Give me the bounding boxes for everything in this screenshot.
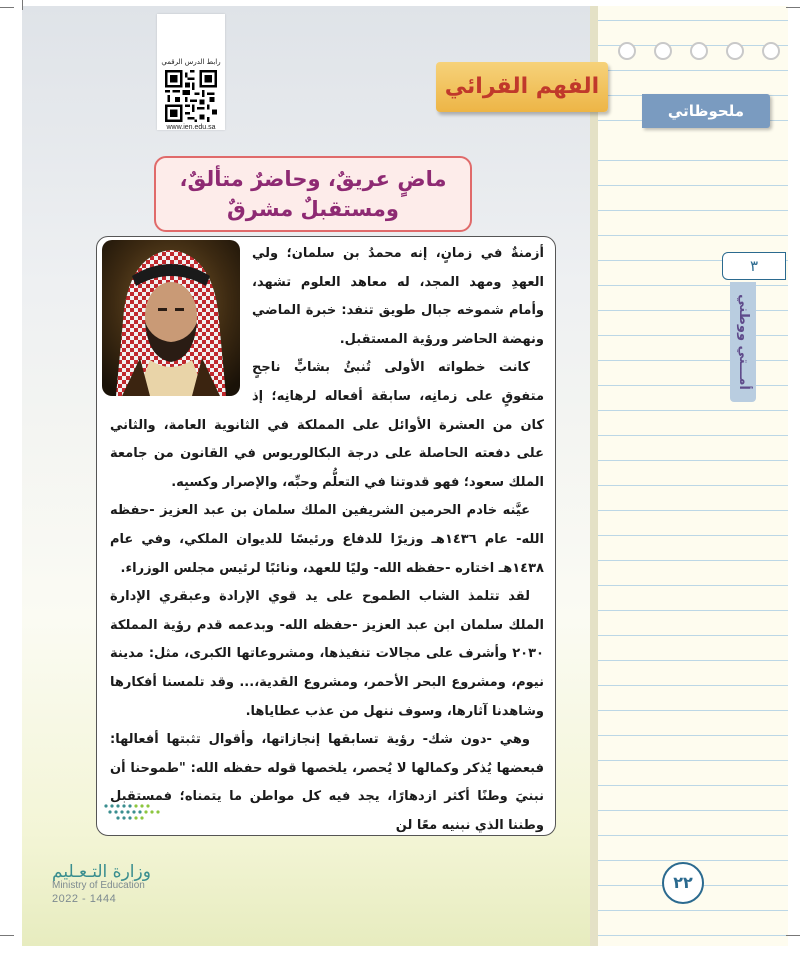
crop-mark <box>0 935 14 936</box>
article-paragraph: وهي -دون شك- رؤية تسابقها إنجازاتها، وأقوال تثبتها أفعالها: فبعضها يُذكر وكمالها لا يُحصر، يلخصها قوله حفظه الله: "طموحنا أن نبنيَ وطنًا أكثر ازدهارًا، يجد فيه كل مواطن ما يتمناه؛ فمستقبل وطننا الذي نبنيه معًا لن <box>110 732 544 833</box>
article-title-line2: ومستقبلٌ مشرقٌ <box>227 197 399 221</box>
crop-mark <box>0 7 14 8</box>
crop-mark <box>22 0 23 10</box>
binder-hole <box>690 42 708 60</box>
qr-code-card[interactable] <box>157 14 225 130</box>
article-paragraph: لقد تتلمذ الشاب الطموح على يد قوي الإرادة وعبقري الإدارة الملك سلمان ابن عبد العزيز -حفظه الله- وبدعمه قدم رؤية المملكة ٢٠٣٠ وأشرف على مجالات تنفيذها، ومشروعاتها الكبرى، مثل: مدينة نيوم، ومشروع البحر الأحمر، ومشروع القدية،... وقد تلمسنا أفكارها وشاهدنا آثارها، وسوف ننهل من عذب عطاياها. <box>110 589 544 719</box>
unit-number: ٣ <box>722 252 786 280</box>
binder-hole <box>654 42 672 60</box>
qr-code-icon[interactable] <box>165 70 217 122</box>
article-title-box <box>154 156 472 232</box>
ministry-name-english: Ministry of Education <box>52 880 145 891</box>
qr-url: www.ien.edu.sa <box>166 124 216 131</box>
binder-hole <box>618 42 636 60</box>
article-text <box>110 240 544 840</box>
crop-mark <box>786 935 800 936</box>
portrait-spacer <box>110 240 252 398</box>
edition-year: 2022 - 1444 <box>52 893 117 905</box>
ministry-logo-icon <box>100 800 170 826</box>
binder-hole <box>762 42 780 60</box>
crop-mark <box>786 7 800 8</box>
article-paragraph: أزمنةٌ في زمانٍ، إنه محمدُ بن سلمان؛ ولي العهدِ ومهد المجد، له معاهد العلوم تشهد، وأمام شموخه جبال طويق تنفد: خبرة الماضي ونهضة الحاضر ورؤية المستقبل. <box>252 246 544 347</box>
ministry-name-arabic: وزارة التـعـليم <box>52 862 151 882</box>
notes-label: ملحوظاتي <box>642 94 770 128</box>
unit-side-tab[interactable] <box>730 282 756 402</box>
section-banner: الفهم القرائي <box>436 62 608 112</box>
unit-title: أمـــتي ووطني <box>736 294 751 390</box>
article-paragraph: كانت خطواته الأولى تُنبئُ بشابٍّ ناجحٍ متفوقٍ على زمانِه، سابقة أفعاله لرهانِه؛ إذ كان من العشرة الأوائل على المملكة في الثانوية العامة، والثاني على دفعته الحاصلة على درجة البكالوريوس في القانون من جامعة الملك سعود؛ فهو قدوتنا في التعلُّم وحبِّه، والإصرار وكسبِه. <box>110 360 544 490</box>
qr-title: رابط الدرس الرقمي <box>161 58 221 66</box>
page-number: ٢٢ <box>662 862 704 904</box>
binder-hole <box>726 42 744 60</box>
notes-lined-paper <box>590 6 788 946</box>
article-paragraph: عيَّنه خادم الحرمين الشريفين الملك سلمان بن عبد العزيز -حفظه الله- عام ١٤٣٦هـ وزيرًا للدفاع ورئيسًا للديوان الملكي، وفي عام ١٤٣٨هـ اختاره -حفظه الله- وليًا للعهد، ونائبًا لرئيس مجلس الوزراء. <box>110 503 544 576</box>
article-title-line1: ماضٍ عريقٌ، وحاضرٌ متألقٌ، <box>179 167 447 191</box>
